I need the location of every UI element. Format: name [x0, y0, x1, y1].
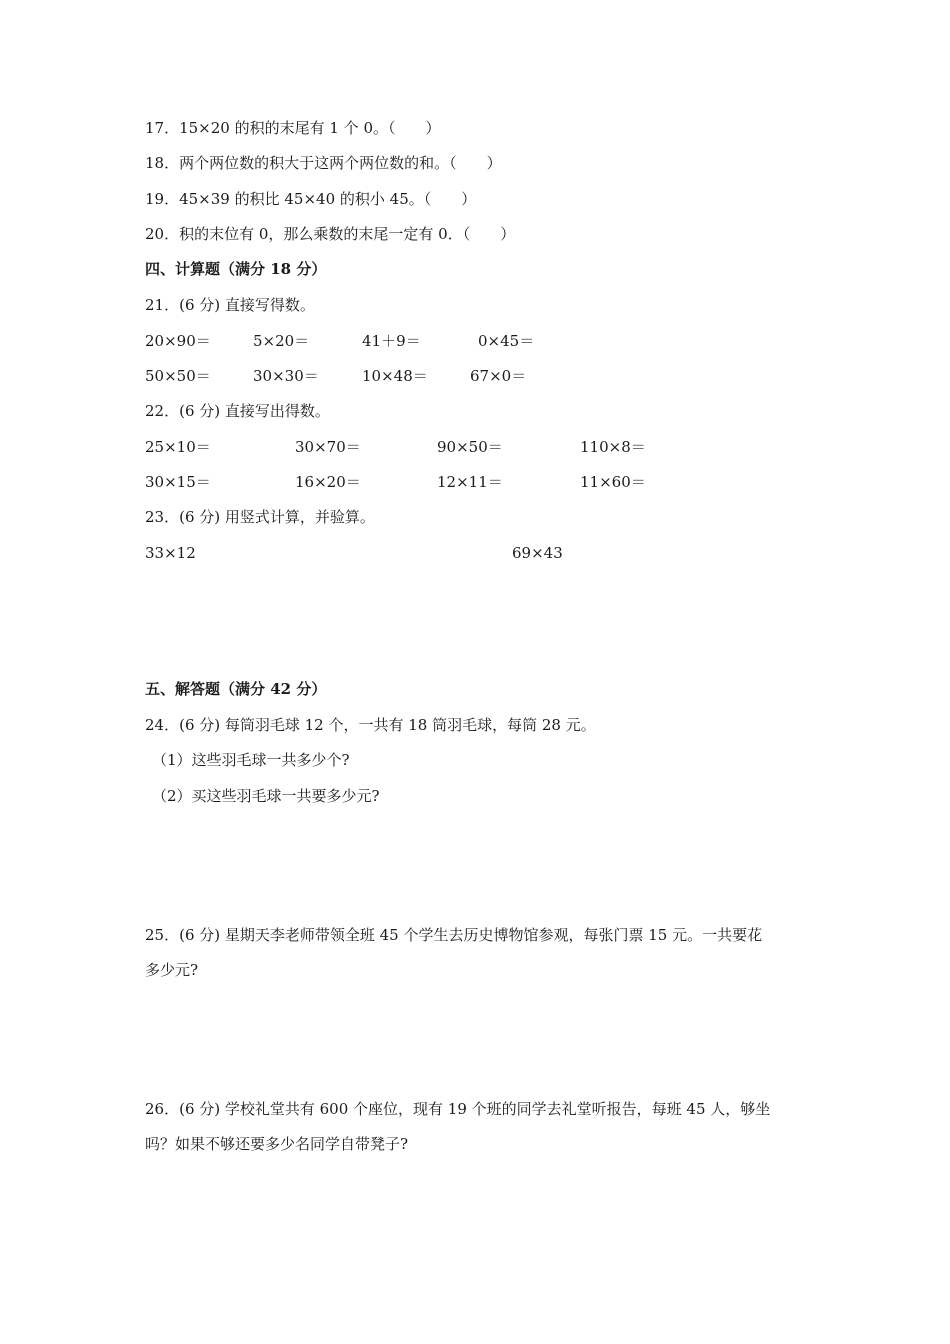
- question-22-title: 22．(6 分) 直接写出得数。: [145, 402, 330, 420]
- q21-item: 41＋9＝: [362, 332, 421, 350]
- q21-item: 5×20＝: [253, 332, 310, 350]
- question-17: 17．15×20 的积的末尾有 1 个 0。（ ）: [145, 119, 441, 137]
- question-25-line-1: 25．(6 分) 星期天李老师带领全班 45 个学生去历史博物馆参观，每张门票 15 元。一共要花: [145, 926, 763, 944]
- q22-item: 16×20＝: [295, 473, 361, 491]
- question-23-title: 23．(6 分) 用竖式计算，并验算。: [145, 508, 375, 526]
- q23-item: 69×43: [512, 544, 563, 562]
- question-25-line-2: 多少元?: [145, 961, 199, 979]
- q21-item: 20×90＝: [145, 332, 211, 350]
- q21-item: 30×30＝: [253, 367, 319, 385]
- question-20: 20．积的末位有 0，那么乘数的末尾一定有 0．（ ）: [145, 225, 516, 243]
- q21-item: 67×0＝: [470, 367, 527, 385]
- section-5-title: 五、解答题（满分 42 分）: [145, 680, 327, 698]
- q22-item: 25×10＝: [145, 438, 211, 456]
- q22-item: 90×50＝: [437, 438, 503, 456]
- question-24-title: 24．(6 分) 每筒羽毛球 12 个，一共有 18 筒羽毛球，每筒 28 元。: [145, 716, 596, 734]
- q22-item: 30×15＝: [145, 473, 211, 491]
- q22-item: 11×60＝: [580, 473, 646, 491]
- q23-item: 33×12: [145, 544, 196, 562]
- question-19: 19．45×39 的积比 45×40 的积小 45。（ ）: [145, 190, 477, 208]
- q21-item: 10×48＝: [362, 367, 428, 385]
- question-18: 18．两个两位数的积大于这两个两位数的和。（ ）: [145, 154, 502, 172]
- q21-item: 50×50＝: [145, 367, 211, 385]
- q22-item: 12×11＝: [437, 473, 503, 491]
- question-24-sub-1: （1）这些羽毛球一共多少个?: [152, 751, 350, 769]
- q22-item: 30×70＝: [295, 438, 361, 456]
- section-4-title: 四、计算题（满分 18 分）: [145, 260, 327, 278]
- q21-item: 0×45＝: [478, 332, 535, 350]
- question-21-title: 21．(6 分) 直接写得数。: [145, 296, 315, 314]
- question-26-line-1: 26．(6 分) 学校礼堂共有 600 个座位，现有 19 个班的同学去礼堂听报告，每班 45 人，够坐: [145, 1100, 771, 1118]
- question-24-sub-2: （2）买这些羽毛球一共要多少元?: [152, 787, 380, 805]
- q22-item: 110×8＝: [580, 438, 646, 456]
- question-26-line-2: 吗？如果不够还要多少名同学自带凳子?: [145, 1135, 409, 1153]
